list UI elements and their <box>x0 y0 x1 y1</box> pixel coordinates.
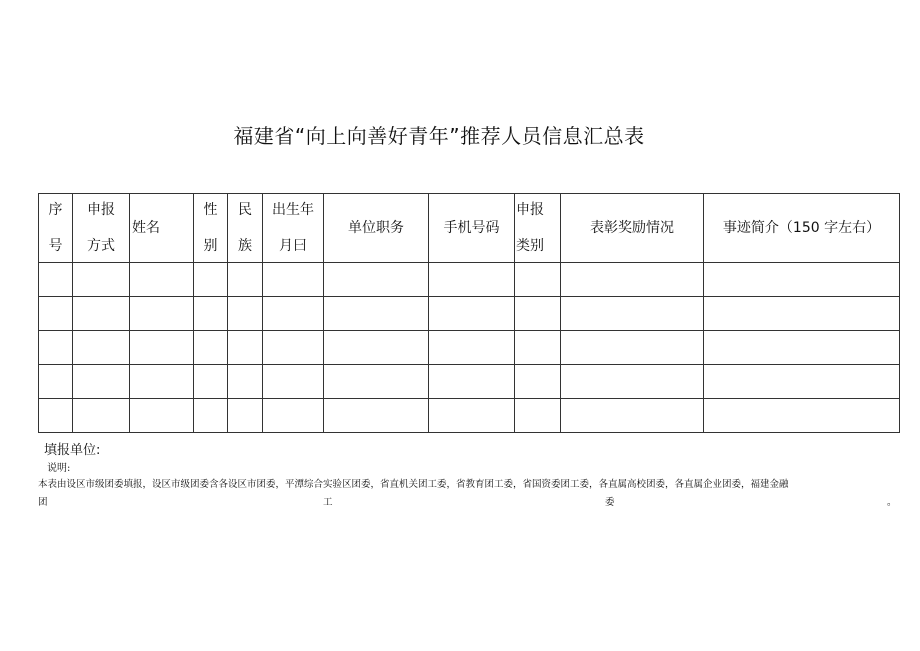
table-cell[interactable] <box>515 297 561 331</box>
header-category-line2: 类别 <box>516 238 544 254</box>
table-cell[interactable] <box>429 331 515 365</box>
table-cell[interactable] <box>324 297 429 331</box>
table-cell[interactable] <box>324 365 429 399</box>
table-cell[interactable] <box>228 297 263 331</box>
table-cell[interactable] <box>561 331 704 365</box>
table-cell[interactable] <box>130 365 194 399</box>
header-method-line2: 方式 <box>87 238 115 254</box>
table-cell[interactable] <box>39 331 73 365</box>
header-category <box>515 194 561 263</box>
table-cell[interactable] <box>194 365 228 399</box>
table-cell[interactable] <box>515 365 561 399</box>
header-name: 姓名 <box>130 194 194 263</box>
table-cell[interactable] <box>429 399 515 433</box>
document-title: 福建省“向上向善好青年”推荐人员信息汇总表 <box>233 124 645 148</box>
header-deeds: 事迹简介（150 字左右） <box>704 194 900 263</box>
header-gender <box>194 194 228 263</box>
header-phone: 手机号码 <box>429 194 515 263</box>
table-row <box>39 297 900 331</box>
table-header-row <box>39 194 900 263</box>
table-cell[interactable] <box>194 399 228 433</box>
table-cell[interactable] <box>515 331 561 365</box>
table-cell[interactable] <box>73 297 130 331</box>
note-label: 说明: <box>47 463 71 474</box>
table-cell[interactable] <box>429 297 515 331</box>
table-cell[interactable] <box>263 331 324 365</box>
table-cell[interactable] <box>130 399 194 433</box>
fill-unit-label: 填报单位: <box>44 443 101 458</box>
header-ethnicity-line2: 族 <box>238 238 252 254</box>
table-cell[interactable] <box>515 263 561 297</box>
table-cell[interactable] <box>324 399 429 433</box>
table-cell[interactable] <box>73 263 130 297</box>
table-cell[interactable] <box>704 365 900 399</box>
header-category-line1: 申报 <box>516 202 544 218</box>
table-cell[interactable] <box>228 263 263 297</box>
table-cell[interactable] <box>429 365 515 399</box>
table-cell[interactable] <box>194 297 228 331</box>
header-seq <box>39 194 73 263</box>
header-seq-line2: 号 <box>48 238 63 254</box>
table-cell[interactable] <box>228 399 263 433</box>
table-cell[interactable] <box>39 399 73 433</box>
table-cell[interactable] <box>73 331 130 365</box>
table-cell[interactable] <box>324 263 429 297</box>
table-cell[interactable] <box>704 263 900 297</box>
table-cell[interactable] <box>39 365 73 399</box>
table-cell[interactable] <box>130 263 194 297</box>
table-row <box>39 331 900 365</box>
table-cell[interactable] <box>228 365 263 399</box>
table-cell[interactable] <box>324 331 429 365</box>
table-cell[interactable] <box>73 365 130 399</box>
table-cell[interactable] <box>704 331 900 365</box>
header-seq-line1: 序 <box>48 202 63 218</box>
table-cell[interactable] <box>130 297 194 331</box>
table-cell[interactable] <box>704 399 900 433</box>
header-birth-line2: 月曰 <box>279 238 307 254</box>
table-cell[interactable] <box>194 263 228 297</box>
note-tail-4: 。 <box>887 497 897 508</box>
table-cell[interactable] <box>228 331 263 365</box>
table-cell[interactable] <box>515 399 561 433</box>
summary-table <box>38 193 900 433</box>
table-cell[interactable] <box>263 399 324 433</box>
table-cell[interactable] <box>429 263 515 297</box>
table-cell[interactable] <box>73 399 130 433</box>
header-gender-line2: 别 <box>203 238 218 254</box>
table-cell[interactable] <box>263 263 324 297</box>
note-tail-3: 委 <box>605 497 615 508</box>
header-method-line1: 申报 <box>87 202 115 218</box>
table-cell[interactable] <box>39 263 73 297</box>
header-unit-position: 单位职务 <box>324 194 429 263</box>
note-tail-1: 团 <box>38 497 48 508</box>
table-row <box>39 365 900 399</box>
table-cell[interactable] <box>194 331 228 365</box>
table-cell[interactable] <box>561 263 704 297</box>
table-row <box>39 399 900 433</box>
table-row <box>39 263 900 297</box>
table-cell[interactable] <box>561 297 704 331</box>
table-cell[interactable] <box>561 399 704 433</box>
table-cell[interactable] <box>39 297 73 331</box>
header-ethnicity-line1: 民 <box>238 202 252 218</box>
note-tail-2: 工 <box>323 497 333 508</box>
header-gender-line1: 性 <box>203 202 218 218</box>
table-cell[interactable] <box>704 297 900 331</box>
header-method <box>73 194 130 263</box>
header-awards: 表彰奖励情况 <box>561 194 704 263</box>
table-cell[interactable] <box>263 365 324 399</box>
table-cell[interactable] <box>263 297 324 331</box>
note-text: 本表由设区市级团委填报，设区市级团委含各设区市团委，平潭综合实验区团委，省直机关团工委，省教育团工委，省国资委团工委，各直属高校团委，各直属企业团委，福建金融 <box>38 479 789 490</box>
table-cell[interactable] <box>561 365 704 399</box>
header-ethnicity <box>228 194 263 263</box>
header-birth-line1: 出生年 <box>272 202 314 218</box>
table-cell[interactable] <box>130 331 194 365</box>
header-birth <box>263 194 324 263</box>
